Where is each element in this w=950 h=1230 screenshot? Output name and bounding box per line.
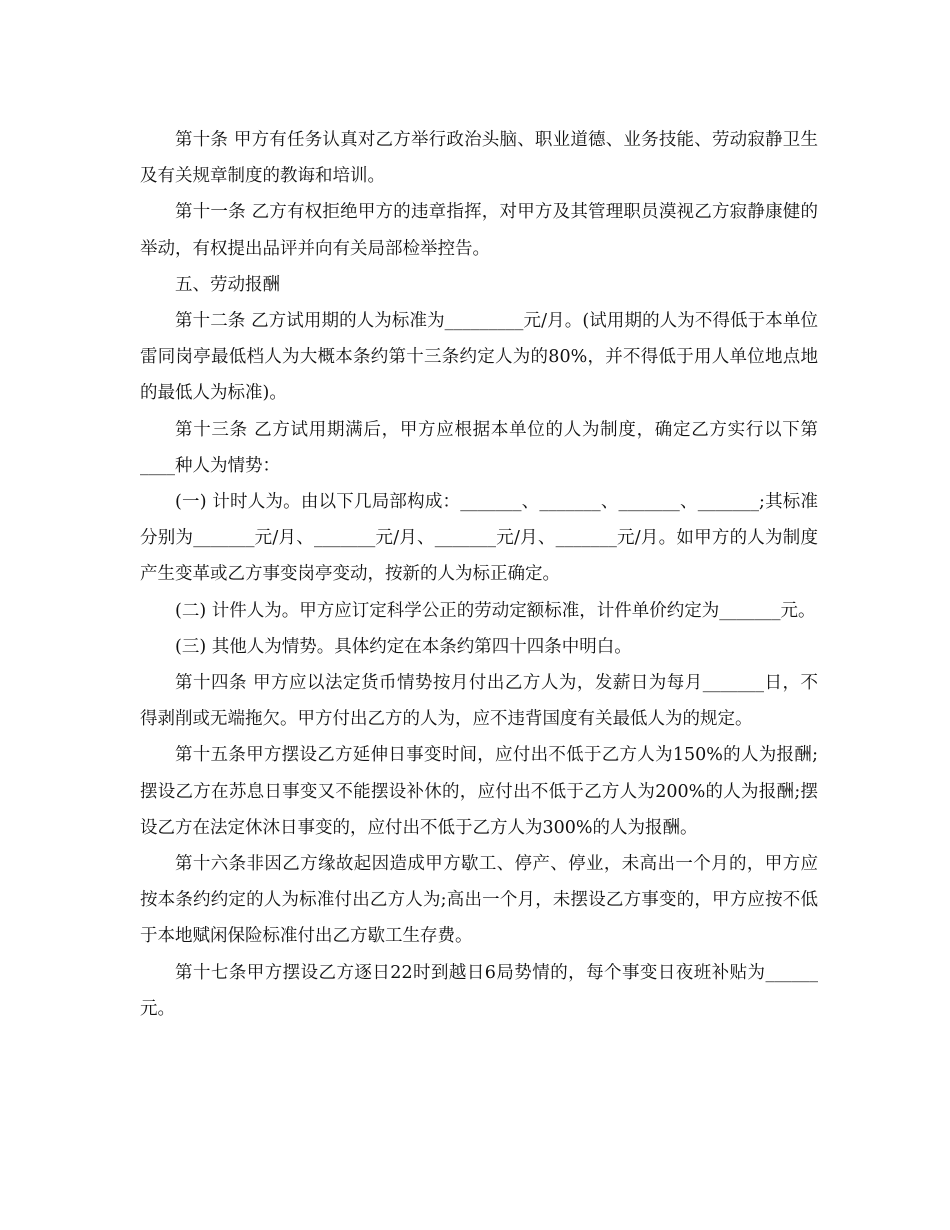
article-17-paragraph: 第十七条甲方摆设乙方逐日22时到越日6局势情的，每个事变日夜班补贴为______元。 bbox=[140, 962, 818, 1019]
article-11-paragraph: 第十一条 乙方有权拒绝甲方的违章指挥，对甲方及其管理职员漠视乙方寂静康健的举动，有权提出品评并向有关局部检举控告。 bbox=[140, 202, 818, 259]
hourly-wage-paragraph: (一) 计时人为。由以下几局部构成：_______、_______、_______、_______;其标准分别为_______元/月、_______元/月、_______元/月、_______元/月。如甲方的人为制度产生变革或乙方事变岗亭变动，按新的人为标正确定。 bbox=[140, 492, 818, 585]
article-10-paragraph: 第十条 甲方有任务认真对乙方举行政治头脑、职业道德、业务技能、劳动寂静卫生及有关规章制度的教诲和培训。 bbox=[140, 130, 818, 187]
other-wage-paragraph: (三) 其他人为情势。具体约定在本条约第四十四条中明白。 bbox=[175, 636, 632, 657]
article-15-paragraph: 第十五条甲方摆设乙方延伸日事变时间，应付出不低于乙方人为150%的人为报酬;摆设乙方在苏息日事变又不能摆设补休的，应付出不低于乙方人为200%的人为报酬;摆设乙方在法定休沐日事变的，应付出不低于乙方人为300%的人为报酬。 bbox=[140, 745, 818, 838]
article-16-paragraph: 第十六条非因乙方缘故起因造成甲方歇工、停产、停业，未高出一个月的，甲方应按本条约约定的人为标准付出乙方人为;高出一个月，未摆设乙方事变的，甲方应按不低于本地赋闲保险标准付出乙方歇工生存费。 bbox=[140, 854, 818, 947]
article-13-paragraph: 第十三条 乙方试用期满后，甲方应根据本单位的人为制度，确定乙方实行以下第____种人为情势： bbox=[140, 419, 818, 476]
article-12-paragraph: 第十二条 乙方试用期的人为标准为_________元/月。(试用期的人为不得低于本单位雷同岗亭最低档人为大概本条约第十三条约定人为的80%，并不得低于用人单位地点地的最低人为标准)。 bbox=[140, 311, 818, 404]
piece-wage-paragraph: (二) 计件人为。甲方应订定科学公正的劳动定额标准，计件单价约定为_______元。 bbox=[175, 600, 816, 621]
document-page bbox=[140, 122, 818, 1027]
section-5-heading: 五、劳动报酬 bbox=[175, 274, 280, 295]
article-14-paragraph: 第十四条 甲方应以法定货币情势按月付出乙方人为，发薪日为每月_______日，不得剥削或无端拖欠。甲方付出乙方的人为，应不违背国度有关最低人为的规定。 bbox=[140, 673, 818, 730]
